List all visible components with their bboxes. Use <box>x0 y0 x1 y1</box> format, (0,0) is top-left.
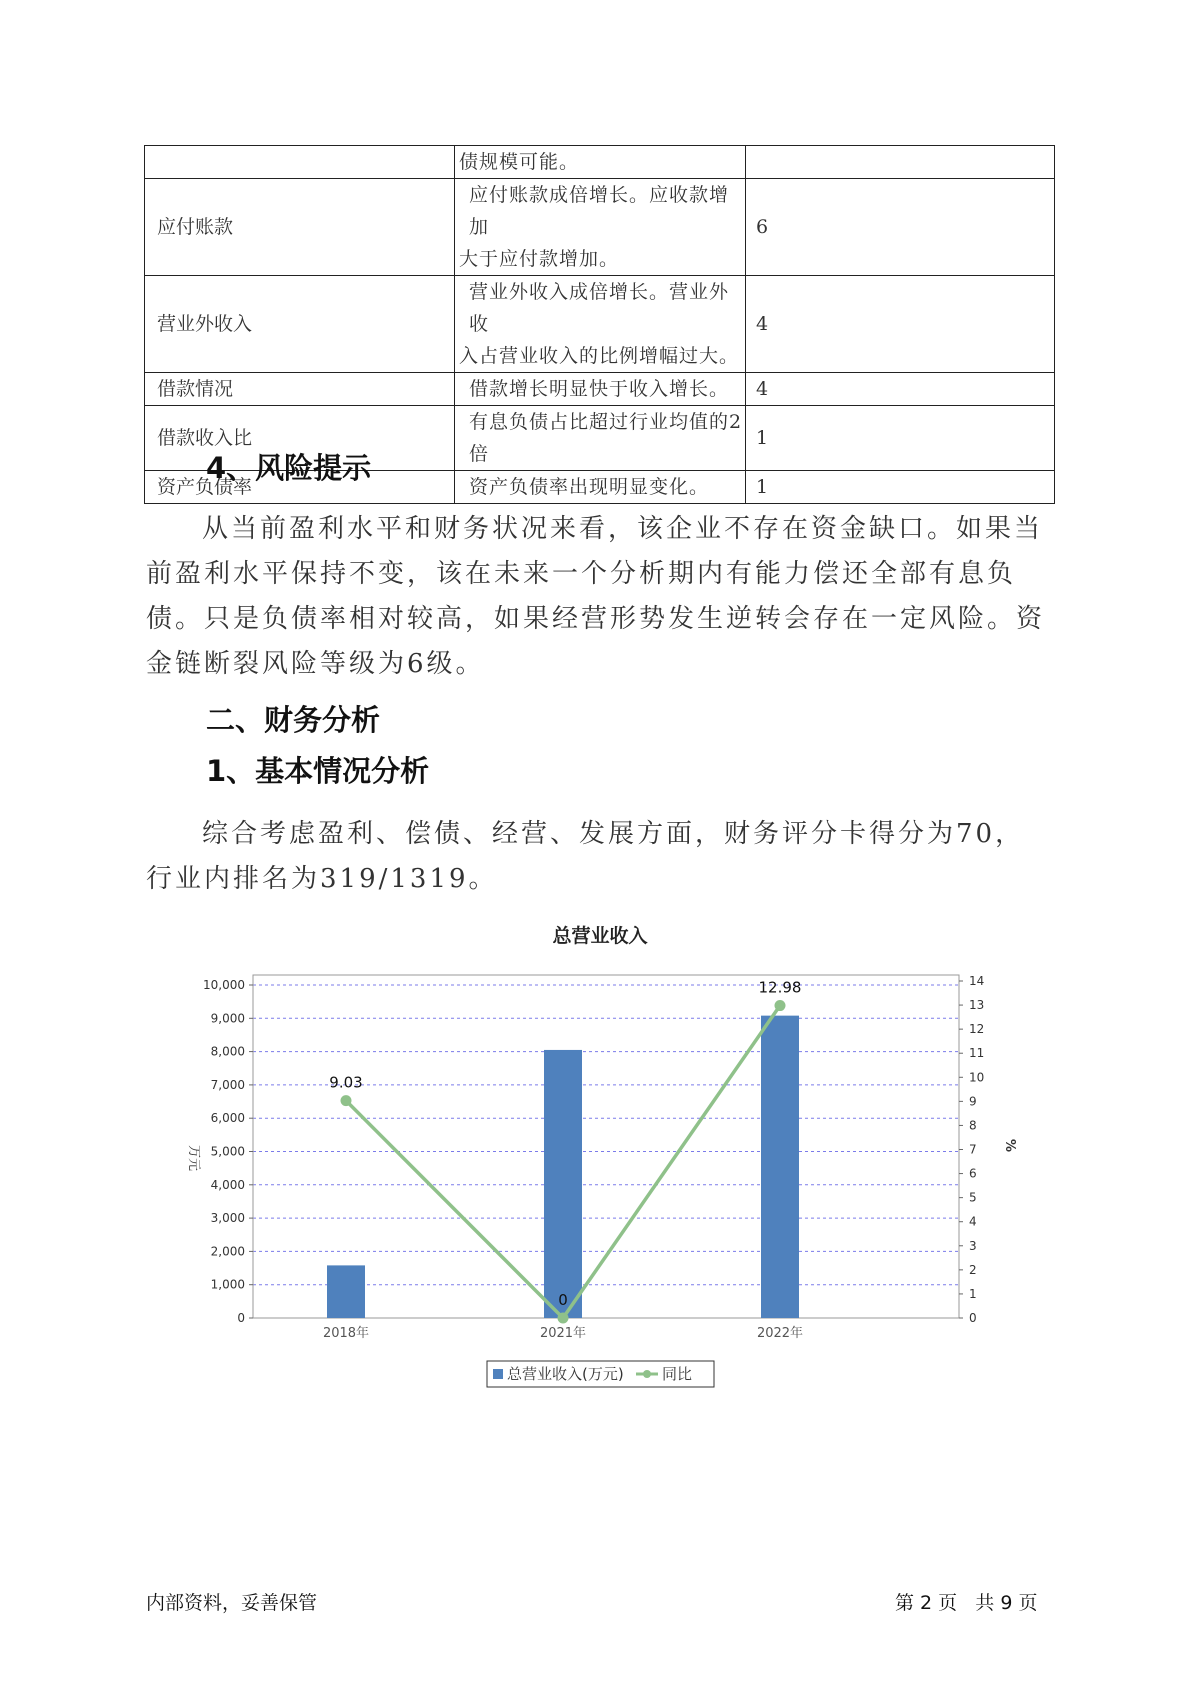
description-line: 债规模可能。 <box>459 151 580 173</box>
y2-tick-label: 13 <box>969 998 985 1013</box>
table-row <box>145 373 1055 406</box>
y2-tick-label: 14 <box>969 974 985 988</box>
y-tick-label: 1,000 <box>210 1277 245 1292</box>
y-tick-label: 6,000 <box>210 1111 245 1126</box>
description-line: 有息负债占比超过行业均值的2倍 <box>469 411 743 465</box>
chart-title: 总营业收入 <box>552 925 648 947</box>
y2-tick-label: 7 <box>969 1142 977 1157</box>
footer-confidential: 内部资料，妥善保管 <box>146 1592 318 1614</box>
indicator-name: 营业外收入 <box>145 276 455 373</box>
description-line: 入占营业收入的比例增幅过大。 <box>459 345 740 367</box>
yoy-point <box>341 1095 352 1106</box>
y-tick-label: 3,000 <box>210 1211 245 1226</box>
table-row <box>145 276 1055 373</box>
y-tick-label: 10,000 <box>203 978 245 992</box>
x-tick-label: 2021年 <box>539 1326 587 1341</box>
finance-heading: 二、财务分析 <box>206 703 381 737</box>
description-line: 大于应付款增加。 <box>459 248 620 270</box>
y-tick-label: 8,000 <box>210 1044 245 1059</box>
revenue-bar <box>544 1050 582 1318</box>
y2-tick-label: 1 <box>969 1286 977 1301</box>
description-line: 资产负债率出现明显变化。 <box>469 476 710 498</box>
y2-tick-label: 6 <box>969 1166 977 1181</box>
indicator-score: 4 <box>746 276 1055 373</box>
y2-tick-label: 4 <box>969 1214 977 1229</box>
y2-tick-label: 10 <box>969 1070 985 1085</box>
indicator-description <box>455 179 746 276</box>
yoy-data-label: 9.03 <box>329 1073 363 1092</box>
y2-axis-label: % <box>1002 1139 1017 1153</box>
description-line: 借款增长明显快于收入增长。 <box>469 378 730 400</box>
revenue-bar <box>327 1265 365 1318</box>
yoy-data-label: 0 <box>558 1291 568 1309</box>
legend-bar-swatch <box>493 1369 503 1379</box>
description-line: 应付账款成倍增长。应收款增加 <box>469 184 730 238</box>
indicator-name: 借款收入比 <box>145 406 455 471</box>
legend-line-marker <box>643 1370 651 1378</box>
y-tick-label: 4,000 <box>210 1177 245 1192</box>
y-tick-label: 9,000 <box>210 1011 245 1026</box>
indicator-name: 资产负债率 <box>145 471 455 504</box>
y-tick-label: 5,000 <box>210 1144 245 1159</box>
indicator-description <box>455 471 746 504</box>
y2-tick-label: 5 <box>969 1190 977 1205</box>
yoy-data-label: 12.98 <box>758 978 802 997</box>
y2-tick-label: 9 <box>969 1094 977 1109</box>
indicator-score: 6 <box>746 179 1055 276</box>
risk-paragraph: 从当前盈利水平和财务状况来看，该企业不存在资金缺口。如果当前盈利水平保持不变，该在未来一个分析期内有能力偿还全部有息负债。只是负债率相对较高，如果经营形势发生逆转会存在一定风险。资金链断裂风险等级为6级。 <box>146 514 1046 679</box>
indicator-description <box>455 406 746 471</box>
indicator-description <box>455 373 746 406</box>
basic-analysis-paragraph: 综合考虑盈利、偿债、经营、发展方面，财务评分卡得分为70，行业内排名为319/1319。 <box>146 819 1025 894</box>
y-axis-label: 万元 <box>186 1145 201 1172</box>
legend-line-label: 同比 <box>662 1365 693 1383</box>
y2-tick-label: 0 <box>969 1311 977 1325</box>
indicator-name: 应付账款 <box>145 179 455 276</box>
table-row <box>145 146 1055 179</box>
description-line: 营业外收入成倍增长。营业外收 <box>469 281 730 335</box>
y-tick-label: 7,000 <box>210 1077 245 1092</box>
indicator-description <box>455 276 746 373</box>
indicator-score: 1 <box>746 406 1055 471</box>
y2-tick-label: 11 <box>969 1046 985 1061</box>
y-tick-label: 2,000 <box>210 1244 245 1259</box>
indicator-score <box>746 146 1055 179</box>
indicator-description <box>455 146 746 179</box>
footer-page-number: 第 2 页 共 9 页 <box>895 1592 1038 1614</box>
revenue-chart <box>180 925 1040 1395</box>
y2-tick-label: 2 <box>969 1262 977 1277</box>
x-tick-label: 2018年 <box>322 1326 370 1341</box>
risk-heading: 4、风险提示 <box>206 451 372 485</box>
basic-analysis-heading: 1、基本情况分析 <box>206 754 430 788</box>
legend-bar-label: 总营业收入(万元) <box>507 1365 624 1383</box>
indicator-name <box>145 146 455 179</box>
chart-legend <box>487 1361 714 1387</box>
x-tick-label: 2022年 <box>756 1326 804 1341</box>
table-row <box>145 179 1055 276</box>
indicator-name: 借款情况 <box>145 373 455 406</box>
y-tick-label: 0 <box>237 1311 245 1325</box>
yoy-point <box>558 1313 569 1324</box>
y2-tick-label: 3 <box>969 1238 977 1253</box>
revenue-bar <box>761 1016 799 1318</box>
y2-tick-label: 12 <box>969 1022 985 1037</box>
indicator-score: 4 <box>746 373 1055 406</box>
y2-tick-label: 8 <box>969 1118 977 1133</box>
yoy-point <box>775 1000 786 1011</box>
indicator-score: 1 <box>746 471 1055 504</box>
